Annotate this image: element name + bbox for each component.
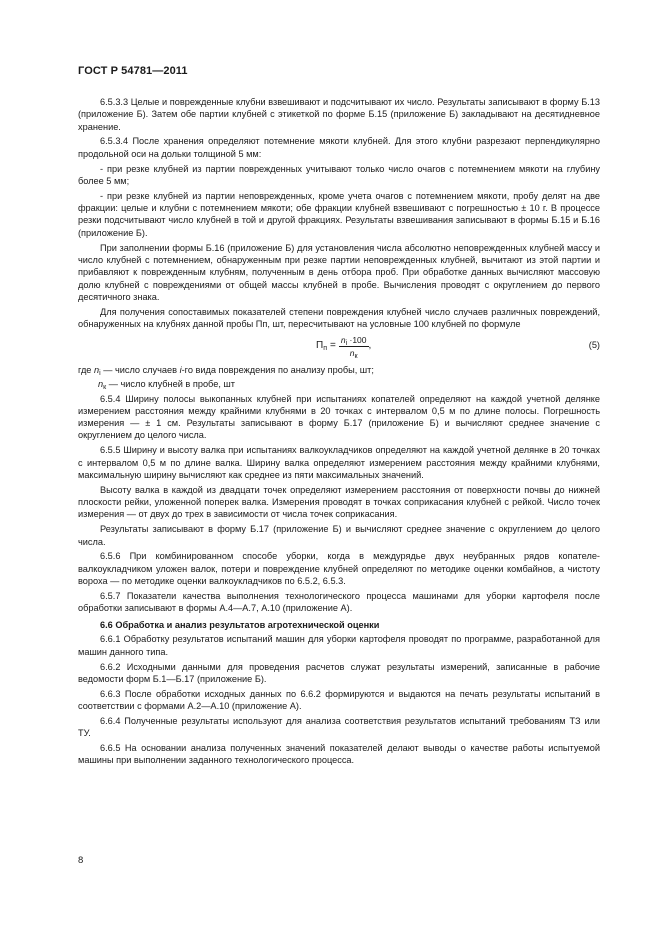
section-heading-6-6: 6.6 Обработка и анализ результатов агротехнической оценки [100,619,380,630]
definition-ni: где $n_i$ — число случаев i-го вида повреждения по анализу пробы, шт; [78,364,374,377]
paragraph-6-5-3-4: 6.5.3.4 После хранения определяют потемнение мякоти клубней. Для этого клубни разрезают перпендикулярно продольной оси на дольки толщиной 5 мм: [78,136,600,159]
formula-lhs: $П_п$ [316,340,327,353]
paragraph-6-5-4: 6.5.4 Ширину полосы выкопанных клубней при испытаниях копателей определяют на каждой учетной делянке измерением расстояния между крайними клубнями в 20 точках с интервалом 0,5 м по длине полосы. Погрешность измерения — ± 1 см. Результаты записывают в форму Б.17 (приложение Б) и вычисляют среднее значение с округлением до целого числа. [78,393,600,441]
list-item-undamaged: - при резке клубней из партии неповрежденных, кроме учета очагов с потемнением мякоти, пробу делят на две фракции: целые и клубни с потемнением мякоти; обе фракции клубней взвешивают с погрешностью ± 10 г. В процессе резки подсчитывают число клубней в той и другой фракциях. Результаты взвешивания записывают в формы Б.15 и Б.16 (приложение Б). [78,190,600,238]
formula-expression [316,335,371,358]
paragraph-6-5-3-3: 6.5.3.3 Целые и поврежденные клубни взвешивают и подсчитывают их число. Результаты записывают в форму Б.13 (приложение Б). Затем обе партии клубней с этикеткой по форме Б.15 (приложение Б) закладывают на десятидневное хранение. [78,97,600,132]
paragraph-6-6-2: 6.6.2 Исходными данными для проведения расчетов служат результаты измерений, записанные в рабочие ведомости форм Б.1—Б.17 (приложение Б). [78,661,600,684]
document-body [78,96,600,769]
formula-tail: , [368,340,372,352]
formula-number: (5) [588,339,600,350]
paragraph-results-b17: Результаты записывают в форму Б.17 (приложение Б) и вычисляют среднее значение с округлением до целого числа. [78,524,600,547]
paragraph-6-5-5: 6.5.5 Ширину и высоту валка при испытаниях валкоукладчиков определяют на каждой учетной делянке в 20 точках с интервалом 0,5 м по длине валка. Ширину валка определяют измерением расстояния между крайними клубнями, максимальную ширину вычисляют как среднее из пяти максимальных значений. [78,445,600,480]
formula-definitions [78,364,600,391]
formula-equals: = [329,340,336,352]
paragraph-6-5-6: 6.5.6 При комбинированном способе уборки, когда в междурядье двух неубранных рядов копателе-валкоукладчиком уложен валок, потери и повреждение клубней определяют по методике оценки комбайнов, а чистоту вороха — по методике оценки валкоукладчиков по 6.5.2, 6.5.3. [78,551,600,587]
formula-fraction [339,335,369,358]
document-code-header: ГОСТ Р 54781—2011 [78,65,188,77]
paragraph-6-6-4: 6.6.4 Полученные результаты используют для анализа соответствия результатов испытаний требованиям ТЗ или ТУ. [78,715,600,739]
paragraph-6-6-3: 6.6.3 После обработки исходных данных по 6.6.2 формируются и выдаются на печать результаты испытаний в соответствии с формами А.2—А.10 (приложение А). [78,688,600,712]
paragraph-6-6-1: 6.6.1 Обработку результатов испытаний машин для уборки картофеля проводят по программе, разработанной для машин данного типа. [78,634,600,657]
formula-denominator: $n_к$ [349,347,358,360]
formula-numerator: $n_i \cdot 100$ [340,334,367,347]
list-item-damaged: - при резке клубней из партии поврежденных учитывают только число очагов с потемнением мякоти на глубину более 5 мм; [78,163,600,186]
formula-5 [78,333,600,361]
paragraph-form-b16: При заполнении формы Б.16 (приложение Б) для установления числа абсолютно неповрежденных клубней массу и число клубней с потемнением, обнаруженным при резке партии неповрежденных клубней, вычитают из этой партии и прибавляют к поврежденным клубням, полученным в день отбора проб. При обработке данных вычисляют массовую долю клубней с повреждениями от общей массы клубней в пробе. Вычисления проводят с округлением до первого десятичного знака. [78,242,600,302]
paragraph-6-5-7: 6.5.7 Показатели качества выполнения технологического процесса машинами для уборки картофеля после обработки записывают в формы А.4—А.7, А.10 (приложение А). [78,590,600,614]
paragraph-6-6-5: 6.6.5 На основании анализа полученных значений показателей делают выводы о качестве работы испытуемой машины при выполнении заданного технологического процесса. [78,743,600,766]
paragraph-formula-intro: Для получения сопоставимых показателей степени повреждения клубней число случаев различных повреждений, обнаруженных на клубнях данной пробы Пп, шт, пересчитывают на условные 100 клубней по формуле [78,306,600,330]
definition-nk: $n_к$ — число клубней в пробе, шт [98,379,236,392]
page-number: 8 [78,855,84,866]
paragraph-windrow-height: Высоту валка в каждой из двадцати точек определяют измерением расстояния от поверхности почвы до нижней плоскости рейки, уложенной поперек валка. Измерения проводят в точках соприкасания клубней с рейкой. Число точек измерения — от двух до трех в зависимости от числа точек соприкасания. [78,484,600,520]
